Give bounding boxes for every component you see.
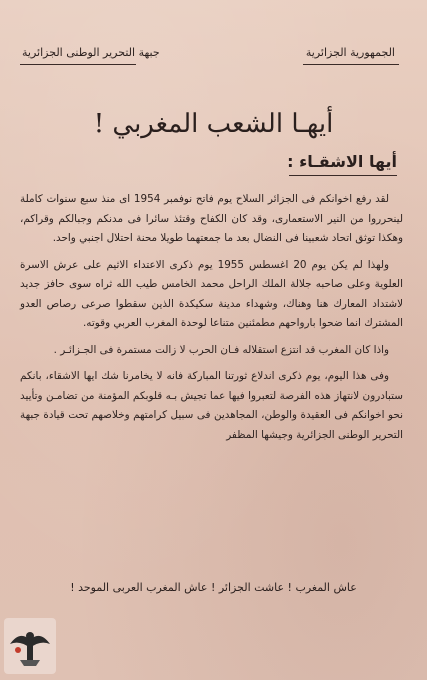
eagle-emblem-icon — [2, 616, 58, 676]
header-fln: جبهة التحرير الوطنى الجزائرية — [22, 46, 160, 59]
paragraph: لقد رفع اخوانكم فى الجزائر السلاح يوم فاتح نوفمبر 1954 اى منذ سبع سنوات كاملة لينحرروا من النير الاستعمارى، وقد كان الكفاح وقتئذ سائرا فى مدنكم وجبالكم وقراكم، وهكذا توثق اتحاد شعبينا فى النضال بعد ما جمعتهما طويلا محنة احتلال اجنبي واحد. — [20, 193, 403, 244]
header-right-underline — [303, 64, 399, 65]
page-title: أيهـا الشعب المغربي ! — [93, 109, 334, 139]
paragraph: واذا كان المغرب قد انتزع استقلاله فـان الحرب لا زالت مستمرة فى الجـزائـر . — [53, 343, 389, 356]
paragraph: ولهذا لم يكن يوم 20 اغسطس 1955 يوم ذكرى الاعتداء الاثيم على عرش الاسرة العلوية وعلى صاحبه جلالة الملك الراحل محمد الخامس طيب الله ثراه سوى حافز جديد لاشتداد المعارك هنا وهناك، وشهداء مدينة سكيكدة الذين سقطوا صرعى رصاص العدو المشترك انما ضحوا بارواحهم مطمئنين متناعا لوحدة المغرب العربي وقوته. — [20, 258, 403, 329]
closing-slogan: عاش المغرب ! عاشت الجزائر ! عاش المغرب العربى الموحد ! — [70, 581, 357, 594]
paragraph: وفى هذا اليوم، يوم ذكرى اندلاع ثورتنا المباركة فانه لا يخامرنا شك ايها الاشقاء، بانكم ستبادرون لانتهاز هذه الفرصة لتعبروا فيها عما تجيش بـه قلوبكم المؤمنة من تضامـن وتأييد نحو اخوانكم فى العقيدة والوطن، المجاهدين فى سبيل كرامتهم وخلاصهم تحت قيادة جبهة التحرير الوطنى الجزائرية وجيشها المظفر — [20, 370, 403, 441]
header-republic: الجمهورية الجزائرية — [305, 46, 395, 59]
salutation: أيها الاشقـاء : — [287, 152, 397, 171]
salutation-underline — [289, 175, 397, 176]
body-text — [20, 190, 403, 452]
header-left-underline — [20, 64, 136, 65]
